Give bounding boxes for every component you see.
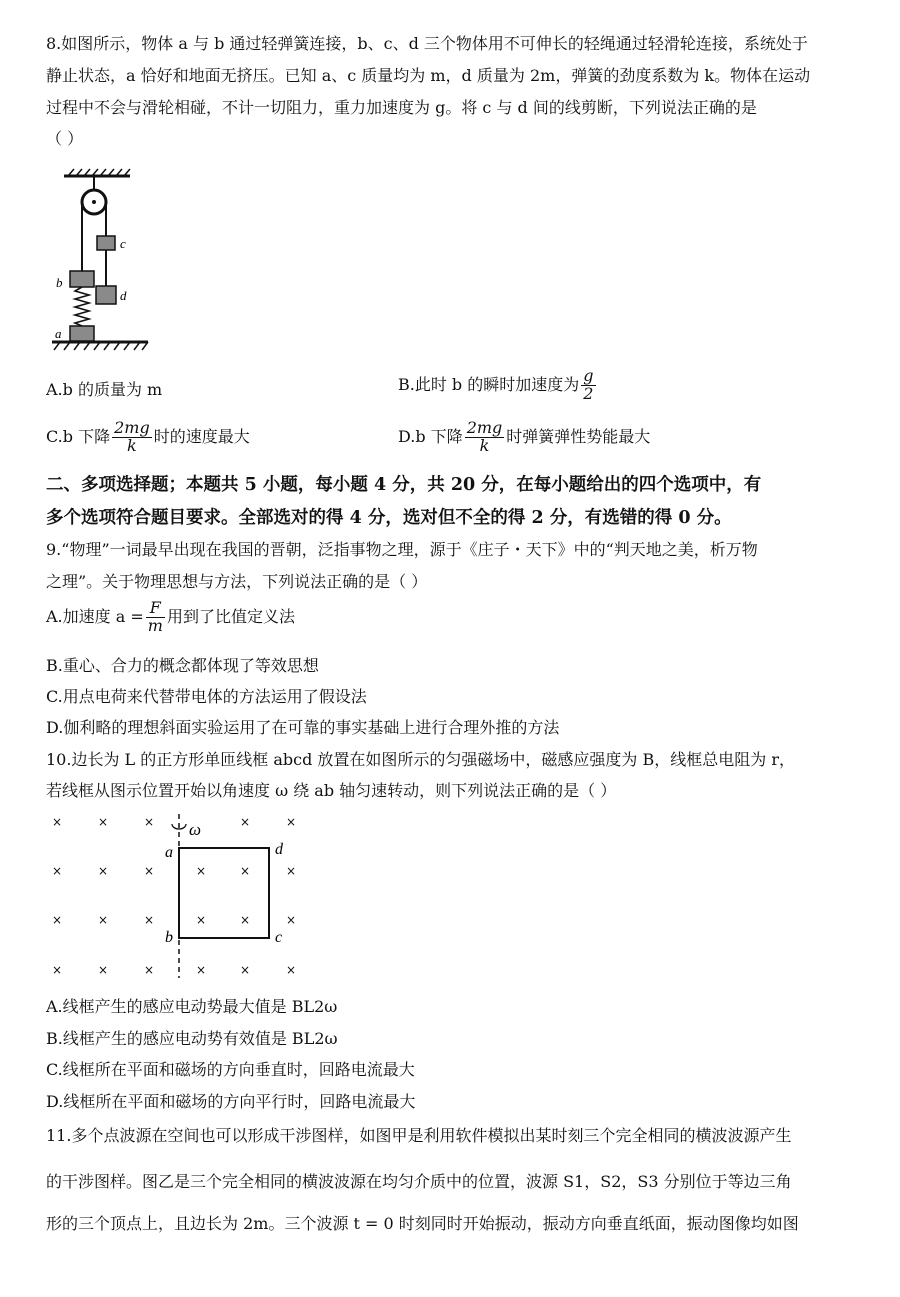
q9-option-a-fraction — [146, 600, 165, 635]
svg-text:×: × — [144, 815, 155, 829]
svg-text:×: × — [52, 913, 63, 927]
q9-line-2: 之理”。关于物理思想与方法，下列说法正确的是（ ） — [46, 572, 428, 591]
q9-option-b: B.重心、合力的概念都体现了等效思想 — [46, 656, 319, 675]
magnetic-field-figure — [46, 812, 316, 980]
q8-option-b-fraction — [581, 368, 595, 403]
q8-option-c-denominator: k — [112, 437, 152, 455]
svg-text:×: × — [52, 815, 63, 829]
q8-option-d — [398, 420, 650, 455]
q8-option-d-numerator: 2mg — [466, 418, 503, 437]
svg-text:×: × — [98, 815, 109, 829]
pulley-axle — [92, 200, 96, 204]
spring — [75, 287, 89, 326]
q8-option-c-numerator: 2mg — [114, 418, 150, 437]
q8-option-d-text: D.b 下降 — [398, 426, 463, 446]
q10-line-2: 若线框从图示位置开始以角速度 ω 绕 ab 轴匀速转动，则下列说法正确的是（ ） — [46, 781, 617, 800]
q8-option-b-numerator: g — [583, 366, 594, 385]
q9-option-a — [46, 600, 295, 635]
q9-option-a-text: A.加速度 a = — [46, 606, 144, 626]
q8-option-d-fraction — [465, 420, 505, 455]
q8-option-c-fraction — [112, 420, 152, 455]
q10-line-1: 10.边长为 L 的正方形单匝线框 abcd 放置在如图所示的匀强磁场中，磁感应强度为 B，线框总电阻为 r， — [46, 750, 795, 769]
block-b — [70, 271, 94, 287]
pulley-spring-figure — [46, 166, 156, 356]
q9-line-1: 9.“物理”一词最早出现在我国的晋朝，泛指事物之理，源于《庄子・天下》中的“判天地之美，析万物 — [46, 540, 758, 559]
q8-option-c-text: C.b 下降 — [46, 426, 111, 446]
field-crosses — [52, 815, 296, 977]
svg-text:×: × — [240, 963, 251, 977]
omega-label: ω — [189, 820, 202, 839]
svg-text:×: × — [196, 913, 207, 927]
svg-text:×: × — [196, 864, 207, 878]
svg-text:×: × — [144, 913, 155, 927]
q8-option-b-text: B.此时 b 的瞬时加速度为 — [398, 374, 580, 394]
q8-answer-paren: （ ） — [46, 129, 84, 148]
svg-text:×: × — [286, 963, 297, 977]
svg-text:×: × — [196, 963, 207, 977]
label-c: c — [120, 236, 126, 251]
svg-text:×: × — [98, 963, 109, 977]
label-a: a — [55, 326, 62, 341]
svg-text:×: × — [240, 815, 251, 829]
svg-text:×: × — [240, 864, 251, 878]
block-d — [96, 286, 116, 304]
q8-option-b — [398, 368, 598, 403]
q10-option-c: C.线框所在平面和磁场的方向垂直时，回路电流最大 — [46, 1060, 415, 1079]
section-2-heading-line-2: 多个选项符合题目要求。全部选对的得 4 分，选对但不全的得 2 分，有选错的得 0 分。 — [46, 508, 732, 528]
q9-option-d: D.伽利略的理想斜面实验运用了在可靠的事实基础上进行合理外推的方法 — [46, 718, 560, 737]
q8-option-a: A.b 的质量为 m — [46, 380, 163, 399]
section-2-heading-line-1: 二、多项选择题；本题共 5 小题，每小题 4 分，共 20 分，在每小题给出的四个选项中，有 — [46, 475, 762, 495]
q8-option-d-denominator: k — [465, 437, 505, 455]
label-b: b — [165, 929, 173, 946]
svg-text:×: × — [144, 963, 155, 977]
q8-option-b-denominator: 2 — [581, 385, 595, 403]
block-a — [70, 326, 94, 341]
q10-option-d: D.线框所在平面和磁场的方向平行时，回路电流最大 — [46, 1092, 416, 1111]
label-c: c — [275, 929, 283, 946]
svg-text:×: × — [98, 913, 109, 927]
svg-text:×: × — [240, 913, 251, 927]
label-a: a — [165, 844, 173, 861]
svg-text:×: × — [286, 864, 297, 878]
q8-option-c — [46, 420, 250, 455]
q8-option-d-text-end: 时弹簧弹性势能最大 — [506, 426, 651, 446]
q9-option-a-denominator: m — [147, 615, 163, 635]
q11-line-2: 的干涉图样。图乙是三个完全相同的横波波源在均匀介质中的位置，波源 S1，S2，S3 分别位于等边三角 — [46, 1172, 792, 1191]
label-b: b — [56, 275, 63, 290]
q9-option-a-text-end: 用到了比值定义法 — [166, 606, 295, 626]
svg-text:×: × — [52, 963, 63, 977]
q11-line-1: 11.多个点波源在空间也可以形成干涉图样，如图甲是利用软件模拟出某时刻三个完全相同的横波波源产生 — [46, 1126, 792, 1145]
q8-line-2: 静止状态，a 恰好和地面无挤压。已知 a、c 质量均为 m，d 质量为 2m，弹簧的劲度系数为 k。物体在运动 — [46, 66, 811, 85]
q10-option-a: A.线框产生的感应电动势最大值是 BL2ω — [46, 997, 338, 1016]
q10-option-b: B.线框产生的感应电动势有效值是 BL2ω — [46, 1029, 338, 1048]
svg-text:×: × — [98, 864, 109, 878]
q11-line-3: 形的三个顶点上，且边长为 2m。三个波源 t = 0 时刻同时开始振动，振动方向垂直纸面，振动图像均如图 — [46, 1214, 799, 1233]
svg-text:×: × — [286, 913, 297, 927]
q8-line-1: 8.如图所示，物体 a 与 b 通过轻弹簧连接，b、c、d 三个物体用不可伸长的轻绳通过轻滑轮连接，系统处于 — [46, 34, 808, 53]
label-d: d — [275, 841, 283, 858]
q8-line-3: 过程中不会与滑轮相碰，不计一切阻力，重力加速度为 g。将 c 与 d 间的线剪断，下列说法正确的是 — [46, 98, 757, 117]
square-loop — [179, 848, 269, 938]
svg-text:×: × — [144, 864, 155, 878]
q9-option-c: C.用点电荷来代替带电体的方法运用了假设法 — [46, 687, 367, 706]
block-c — [97, 236, 115, 250]
q8-option-c-text-end: 时的速度最大 — [153, 426, 250, 446]
q9-option-a-numerator: F — [149, 598, 161, 617]
label-d: d — [120, 288, 127, 303]
svg-text:×: × — [286, 815, 297, 829]
svg-text:×: × — [52, 864, 63, 878]
